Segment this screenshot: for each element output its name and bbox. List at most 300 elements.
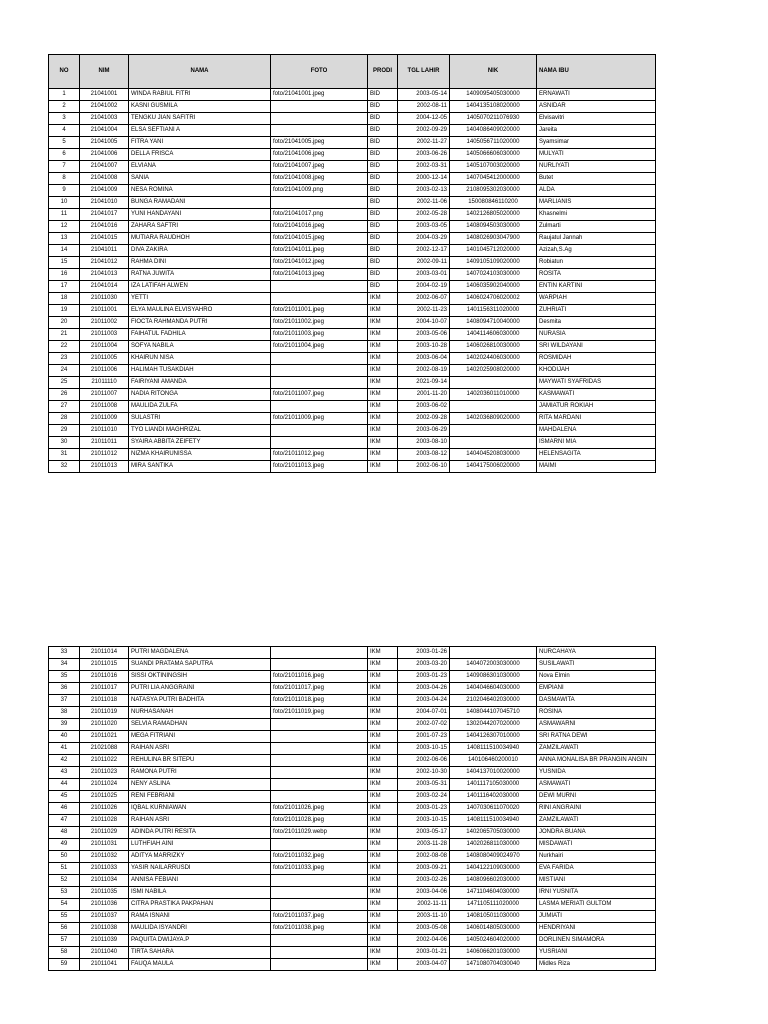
cell-nik: 1402024406030000 <box>450 353 537 365</box>
table-row <box>49 695 656 707</box>
cell-nik: 1405024604020000 <box>450 935 537 947</box>
cell-prodi: IKM <box>368 875 398 887</box>
table-row <box>49 101 656 113</box>
cell-nik: 1402025908020000 <box>450 365 537 377</box>
cell-nama-ibu: ASMAWATI <box>537 779 656 791</box>
cell-nim: 21011008 <box>80 401 129 413</box>
cell-nik: 1404137010020000 <box>450 767 537 779</box>
cell-no: 48 <box>49 827 80 839</box>
cell-foto <box>271 719 368 731</box>
table-row <box>49 221 656 233</box>
cell-no: 43 <box>49 767 80 779</box>
cell-nama: ELSA SEFTIANI A <box>129 125 271 137</box>
cell-nim: 21041008 <box>80 173 129 185</box>
cell-no: 23 <box>49 353 80 365</box>
cell-tgl-lahir: 2002-12-17 <box>398 245 450 257</box>
cell-tgl-lahir: 2003-03-05 <box>398 221 450 233</box>
cell-no: 3 <box>49 113 80 125</box>
cell-tgl-lahir: 2002-09-29 <box>398 125 450 137</box>
cell-nama: MAULIDA ZULFA <box>129 401 271 413</box>
table-row <box>49 839 656 851</box>
cell-nik: 1402026811030000 <box>450 839 537 851</box>
cell-nama-ibu: LASMA MERIATI GULTOM <box>537 899 656 911</box>
cell-nama: PUTRI LIA ANGGRAINI <box>129 683 271 695</box>
cell-no: 35 <box>49 671 80 683</box>
table-row <box>49 149 656 161</box>
cell-nama: FIOCTA RAHMANDA PUTRI <box>129 317 271 329</box>
cell-foto <box>271 755 368 767</box>
cell-tgl-lahir: 2003-09-21 <box>398 863 450 875</box>
cell-tgl-lahir: 2001-07-23 <box>398 731 450 743</box>
cell-nik: 1409095405030000 <box>450 89 537 101</box>
cell-nama-ibu: Zulmarti <box>537 221 656 233</box>
cell-prodi: IKM <box>368 935 398 947</box>
cell-nama: ADITYA MARRIZKY <box>129 851 271 863</box>
cell-nim: 21011016 <box>80 671 129 683</box>
cell-nik: 1404045208030000 <box>450 449 537 461</box>
cell-foto: foto/21011001.jpeg <box>271 305 368 317</box>
cell-prodi: IKM <box>368 899 398 911</box>
cell-nim: 21041002 <box>80 101 129 113</box>
cell-nama: RAIHAN ASRI <box>129 743 271 755</box>
cell-nama-ibu: JAMIATUR ROKIAH <box>537 401 656 413</box>
cell-nik: 1407030611070020 <box>450 803 537 815</box>
table-row <box>49 887 656 899</box>
cell-nama: SANIA <box>129 173 271 185</box>
cell-no: 20 <box>49 317 80 329</box>
cell-nik: 1409105109020000 <box>450 257 537 269</box>
cell-prodi: IKM <box>368 401 398 413</box>
table-row <box>49 353 656 365</box>
cell-nim: 21011033 <box>80 863 129 875</box>
cell-prodi: BID <box>368 233 398 245</box>
cell-nik: 1408111510034940 <box>450 743 537 755</box>
cell-nama-ibu: JUMIATI <box>537 911 656 923</box>
student-table-page2 <box>48 646 656 971</box>
cell-nama-ibu: SRI WILDAYANI <box>537 341 656 353</box>
table-row <box>49 923 656 935</box>
table-row <box>49 113 656 125</box>
cell-no: 47 <box>49 815 80 827</box>
cell-nama-ibu: EMPIANI <box>537 683 656 695</box>
cell-nama-ibu: EVA FARIDA <box>537 863 656 875</box>
cell-nim: 21011021 <box>80 731 129 743</box>
cell-nama: NESA ROMINA <box>129 185 271 197</box>
cell-nim: 21041012 <box>80 257 129 269</box>
cell-nim: 21041001 <box>80 89 129 101</box>
cell-nik: 1404135108020000 <box>450 101 537 113</box>
cell-prodi: IKM <box>368 329 398 341</box>
cell-nik: 1405056711020000 <box>450 137 537 149</box>
cell-nama: HALIMAH TUSAKDIAH <box>129 365 271 377</box>
cell-nik: 2108095302030000 <box>450 185 537 197</box>
cell-nim: 21011004 <box>80 341 129 353</box>
cell-foto: foto/21011007.jpeg <box>271 389 368 401</box>
table-row <box>49 647 656 659</box>
cell-no: 56 <box>49 923 80 935</box>
cell-nama: NURHASANAH <box>129 707 271 719</box>
table-row <box>49 389 656 401</box>
cell-foto <box>271 113 368 125</box>
cell-no: 21 <box>49 329 80 341</box>
cell-nama: IQBAL KURNIAWAN <box>129 803 271 815</box>
cell-foto: foto/21011017.jpeg <box>271 683 368 695</box>
cell-prodi: BID <box>368 269 398 281</box>
cell-prodi: IKM <box>368 659 398 671</box>
cell-no: 55 <box>49 911 80 923</box>
cell-no: 40 <box>49 731 80 743</box>
cell-no: 5 <box>49 137 80 149</box>
cell-nama: FAIHATUL FADHILA <box>129 329 271 341</box>
cell-nama-ibu: MARLIANIS <box>537 197 656 209</box>
cell-tgl-lahir: 2004-10-07 <box>398 317 450 329</box>
cell-prodi: BID <box>368 89 398 101</box>
cell-nim: 21011001 <box>80 305 129 317</box>
cell-nama: SULASTRI <box>129 413 271 425</box>
cell-tgl-lahir: 2000-12-14 <box>398 173 450 185</box>
cell-prodi: BID <box>368 113 398 125</box>
cell-foto <box>271 125 368 137</box>
cell-nama: PAQUITA DWIJAYA.P <box>129 935 271 947</box>
cell-nama: MIRA SANTIKA <box>129 461 271 473</box>
cell-no: 42 <box>49 755 80 767</box>
cell-nik: 1405066606030000 <box>450 149 537 161</box>
cell-tgl-lahir: 2003-06-02 <box>398 401 450 413</box>
cell-nik: 1409086301030000 <box>450 671 537 683</box>
cell-nik: 1406035902040000 <box>450 281 537 293</box>
cell-tgl-lahir: 2003-05-31 <box>398 779 450 791</box>
cell-nama: NADIA RITONGA <box>129 389 271 401</box>
header-nik: NIK <box>450 55 537 89</box>
cell-nama-ibu: ANNA MONALISA BR PRANGIN ANGIN <box>537 755 656 767</box>
cell-foto: foto/21041008.jpeg <box>271 173 368 185</box>
cell-prodi: IKM <box>368 947 398 959</box>
table-row <box>49 671 656 683</box>
header-nama: NAMA <box>129 55 271 89</box>
cell-foto: foto/21011018.jpeg <box>271 695 368 707</box>
cell-nim: 21041013 <box>80 269 129 281</box>
cell-nim: 21011020 <box>80 719 129 731</box>
table-row <box>49 173 656 185</box>
cell-foto: foto/21041005.jpeg <box>271 137 368 149</box>
cell-nama-ibu: Butet <box>537 173 656 185</box>
cell-nama-ibu: YUSNIDA <box>537 767 656 779</box>
cell-prodi: IKM <box>368 959 398 971</box>
cell-nik: 1401045712020000 <box>450 245 537 257</box>
table-row <box>49 863 656 875</box>
cell-nama: ISMI NABILA <box>129 887 271 899</box>
table-row <box>49 803 656 815</box>
cell-nama-ibu: KASMAWATI <box>537 389 656 401</box>
cell-nama-ibu: MAIMI <box>537 461 656 473</box>
cell-nama-ibu: ASMAWARNI <box>537 719 656 731</box>
cell-nim: 21011035 <box>80 887 129 899</box>
cell-no: 27 <box>49 401 80 413</box>
cell-tgl-lahir: 2002-09-28 <box>398 413 450 425</box>
cell-tgl-lahir: 2003-08-10 <box>398 437 450 449</box>
cell-nik: 1404175006020000 <box>450 461 537 473</box>
cell-foto <box>271 899 368 911</box>
cell-foto: foto/21041017.png <box>271 209 368 221</box>
table-row <box>49 137 656 149</box>
cell-nik <box>450 401 537 413</box>
cell-foto: foto/21011013.jpeg <box>271 461 368 473</box>
cell-nim: 21011040 <box>80 947 129 959</box>
cell-prodi: IKM <box>368 671 398 683</box>
cell-prodi: IKM <box>368 707 398 719</box>
cell-foto <box>271 887 368 899</box>
table-row <box>49 437 656 449</box>
cell-no: 10 <box>49 197 80 209</box>
table-row <box>49 875 656 887</box>
table-row <box>49 401 656 413</box>
cell-no: 25 <box>49 377 80 389</box>
cell-nama: ADINDA PUTRI RESITA <box>129 827 271 839</box>
cell-nama: KASNI GUSMILA <box>129 101 271 113</box>
cell-no: 52 <box>49 875 80 887</box>
cell-tgl-lahir: 2003-04-06 <box>398 887 450 899</box>
cell-nik: 1471104604030000 <box>450 887 537 899</box>
table-row <box>49 899 656 911</box>
cell-nama-ibu: ZUHRIATI <box>537 305 656 317</box>
cell-nama-ibu: NURASIA <box>537 329 656 341</box>
cell-nim: 21011018 <box>80 695 129 707</box>
cell-prodi: IKM <box>368 425 398 437</box>
cell-nim: 21011110 <box>80 377 129 389</box>
cell-no: 4 <box>49 125 80 137</box>
cell-nama: FAIRIYANI AMANDA <box>129 377 271 389</box>
table-row <box>49 659 656 671</box>
cell-nama-ibu: IRNI YUSNITA <box>537 887 656 899</box>
cell-nik <box>450 647 537 659</box>
cell-nama: ELVIANA <box>129 161 271 173</box>
cell-nim: 21011007 <box>80 389 129 401</box>
table-row <box>49 461 656 473</box>
cell-no: 19 <box>49 305 80 317</box>
table-row <box>49 449 656 461</box>
table-row <box>49 245 656 257</box>
cell-nama-ibu: ERNAWATI <box>537 89 656 101</box>
cell-no: 45 <box>49 791 80 803</box>
cell-nik: 1408096602030000 <box>450 875 537 887</box>
cell-nama: YASIR NAILARRUSDI <box>129 863 271 875</box>
cell-prodi: IKM <box>368 803 398 815</box>
cell-nim: 21011041 <box>80 959 129 971</box>
cell-nama: SELVIA RAMADHAN <box>129 719 271 731</box>
cell-tgl-lahir: 2003-10-15 <box>398 743 450 755</box>
cell-nik: 1405070211076930 <box>450 113 537 125</box>
cell-nama-ibu: Khasnelmi <box>537 209 656 221</box>
cell-nik: 1402065705030000 <box>450 827 537 839</box>
table-row <box>49 329 656 341</box>
cell-no: 18 <box>49 293 80 305</box>
cell-no: 54 <box>49 899 80 911</box>
cell-tgl-lahir: 2003-08-12 <box>398 449 450 461</box>
cell-prodi: BID <box>368 161 398 173</box>
cell-nik <box>450 437 537 449</box>
cell-nim: 21041007 <box>80 161 129 173</box>
cell-nama: LUTHFIAH AINI <box>129 839 271 851</box>
cell-prodi: IKM <box>368 827 398 839</box>
cell-foto <box>271 779 368 791</box>
cell-no: 8 <box>49 173 80 185</box>
cell-foto <box>271 791 368 803</box>
cell-prodi: IKM <box>368 353 398 365</box>
cell-prodi: IKM <box>368 317 398 329</box>
header-nama-ibu: NAMA IBU <box>537 55 656 89</box>
cell-tgl-lahir: 2004-07-01 <box>398 707 450 719</box>
cell-prodi: BID <box>368 245 398 257</box>
cell-nama: BUNGA RAMADANI <box>129 197 271 209</box>
table-row <box>49 89 656 101</box>
table-row <box>49 815 656 827</box>
cell-no: 14 <box>49 245 80 257</box>
cell-nama: SUANDI PRATAMA SAPUTRA <box>129 659 271 671</box>
cell-nama-ibu: Nova Elmin <box>537 671 656 683</box>
cell-nik: 1404122109030000 <box>450 863 537 875</box>
cell-tgl-lahir: 2003-06-04 <box>398 353 450 365</box>
table-row <box>49 827 656 839</box>
cell-no: 32 <box>49 461 80 473</box>
cell-foto: foto/21011026.jpeg <box>271 803 368 815</box>
cell-foto: foto/21011002.jpeg <box>271 317 368 329</box>
cell-nama: YUNI HANDAYANI <box>129 209 271 221</box>
cell-nama-ibu: ZAMZILAWATI <box>537 815 656 827</box>
cell-prodi: IKM <box>368 923 398 935</box>
cell-tgl-lahir: 2002-11-11 <box>398 899 450 911</box>
table-body-page1 <box>49 89 656 473</box>
cell-nim: 21041004 <box>80 125 129 137</box>
cell-nik <box>450 425 537 437</box>
cell-foto <box>271 935 368 947</box>
cell-prodi: BID <box>368 221 398 233</box>
cell-tgl-lahir: 2002-08-11 <box>398 101 450 113</box>
table-row <box>49 935 656 947</box>
cell-tgl-lahir: 2003-04-26 <box>398 683 450 695</box>
cell-nama-ibu: ROSITA <box>537 269 656 281</box>
cell-foto <box>271 959 368 971</box>
cell-foto: foto/21011038.jpeg <box>271 923 368 935</box>
cell-no: 57 <box>49 935 80 947</box>
cell-nama-ibu: ASNIDAR <box>537 101 656 113</box>
cell-no: 50 <box>49 851 80 863</box>
cell-tgl-lahir: 2003-04-07 <box>398 959 450 971</box>
cell-prodi: IKM <box>368 779 398 791</box>
cell-foto <box>271 353 368 365</box>
cell-nama-ibu: Desmita <box>537 317 656 329</box>
cell-no: 22 <box>49 341 80 353</box>
cell-no: 39 <box>49 719 80 731</box>
table-row <box>49 341 656 353</box>
cell-nik: 1406066201030000 <box>450 947 537 959</box>
cell-tgl-lahir: 2002-06-10 <box>398 461 450 473</box>
cell-tgl-lahir: 2003-01-23 <box>398 803 450 815</box>
cell-nama-ibu: NURLIYATI <box>537 161 656 173</box>
table-row <box>49 731 656 743</box>
cell-no: 17 <box>49 281 80 293</box>
cell-tgl-lahir: 2002-06-07 <box>398 293 450 305</box>
cell-nim: 21011031 <box>80 839 129 851</box>
cell-nama: KHAIRUN NISA <box>129 353 271 365</box>
cell-nama-ibu: JONDRA BUANA <box>537 827 656 839</box>
cell-prodi: BID <box>368 209 398 221</box>
cell-nim: 21011010 <box>80 425 129 437</box>
student-table-page1 <box>48 54 656 473</box>
cell-nim: 21011028 <box>80 815 129 827</box>
cell-nim: 21041009 <box>80 185 129 197</box>
cell-nim: 21011006 <box>80 365 129 377</box>
cell-foto <box>271 197 368 209</box>
cell-prodi: IKM <box>368 647 398 659</box>
cell-nik: 1402126805020000 <box>450 209 537 221</box>
cell-nama: RAHMA DINI <box>129 257 271 269</box>
cell-nama: DELLA FRISCA <box>129 149 271 161</box>
table-row <box>49 851 656 863</box>
cell-nama-ibu: NURCAHAYA <box>537 647 656 659</box>
cell-prodi: IKM <box>368 683 398 695</box>
cell-nim: 21011003 <box>80 329 129 341</box>
cell-tgl-lahir: 2002-08-08 <box>398 851 450 863</box>
cell-nama-ibu: Robiatun <box>537 257 656 269</box>
cell-nama-ibu: SUSILAWATI <box>537 659 656 671</box>
table-row <box>49 293 656 305</box>
cell-prodi: BID <box>368 101 398 113</box>
cell-nama: REHULINA BR SITEPU <box>129 755 271 767</box>
cell-nama: CITRA PRASTIKA PAKPAHAN <box>129 899 271 911</box>
cell-foto <box>271 401 368 413</box>
cell-nama-ibu: Midles Riza <box>537 959 656 971</box>
cell-nik: 1406024706020002 <box>450 293 537 305</box>
cell-nim: 21041005 <box>80 137 129 149</box>
cell-tgl-lahir: 2003-05-08 <box>398 923 450 935</box>
cell-tgl-lahir: 2002-07-02 <box>398 719 450 731</box>
cell-nama-ibu: MAYWATI SYAFRIDAS <box>537 377 656 389</box>
cell-prodi: IKM <box>368 743 398 755</box>
cell-nim: 21041011 <box>80 245 129 257</box>
cell-no: 44 <box>49 779 80 791</box>
cell-nama: IZA LATIFAH ALWEN <box>129 281 271 293</box>
table-row <box>49 947 656 959</box>
cell-no: 28 <box>49 413 80 425</box>
cell-nim: 21011009 <box>80 413 129 425</box>
cell-nama: ANNISA FEBIANI <box>129 875 271 887</box>
cell-prodi: BID <box>368 149 398 161</box>
cell-nama-ibu: Syamsimar <box>537 137 656 149</box>
cell-tgl-lahir: 2002-08-19 <box>398 365 450 377</box>
cell-nim: 21011024 <box>80 779 129 791</box>
cell-foto <box>271 425 368 437</box>
cell-tgl-lahir: 2003-11-10 <box>398 911 450 923</box>
cell-nama-ibu: Azizah,S.Ag <box>537 245 656 257</box>
cell-prodi: IKM <box>368 755 398 767</box>
cell-tgl-lahir: 2021-09-14 <box>398 377 450 389</box>
cell-foto: foto/21011029.webp <box>271 827 368 839</box>
cell-nama: YETTI <box>129 293 271 305</box>
cell-nik: 1404114606030000 <box>450 329 537 341</box>
cell-nama-ibu: RINI ANGRAINI <box>537 803 656 815</box>
cell-no: 53 <box>49 887 80 899</box>
cell-no: 24 <box>49 365 80 377</box>
cell-no: 41 <box>49 743 80 755</box>
cell-prodi: IKM <box>368 839 398 851</box>
cell-nama-ibu: HELENSAGITA <box>537 449 656 461</box>
cell-tgl-lahir: 2003-10-15 <box>398 815 450 827</box>
cell-foto: foto/21011033.jpeg <box>271 863 368 875</box>
cell-foto: foto/21041007.jpeg <box>271 161 368 173</box>
cell-tgl-lahir: 2004-03-29 <box>398 233 450 245</box>
cell-tgl-lahir: 2003-06-29 <box>398 425 450 437</box>
cell-nama-ibu: DORLINEN SIMAMORA <box>537 935 656 947</box>
